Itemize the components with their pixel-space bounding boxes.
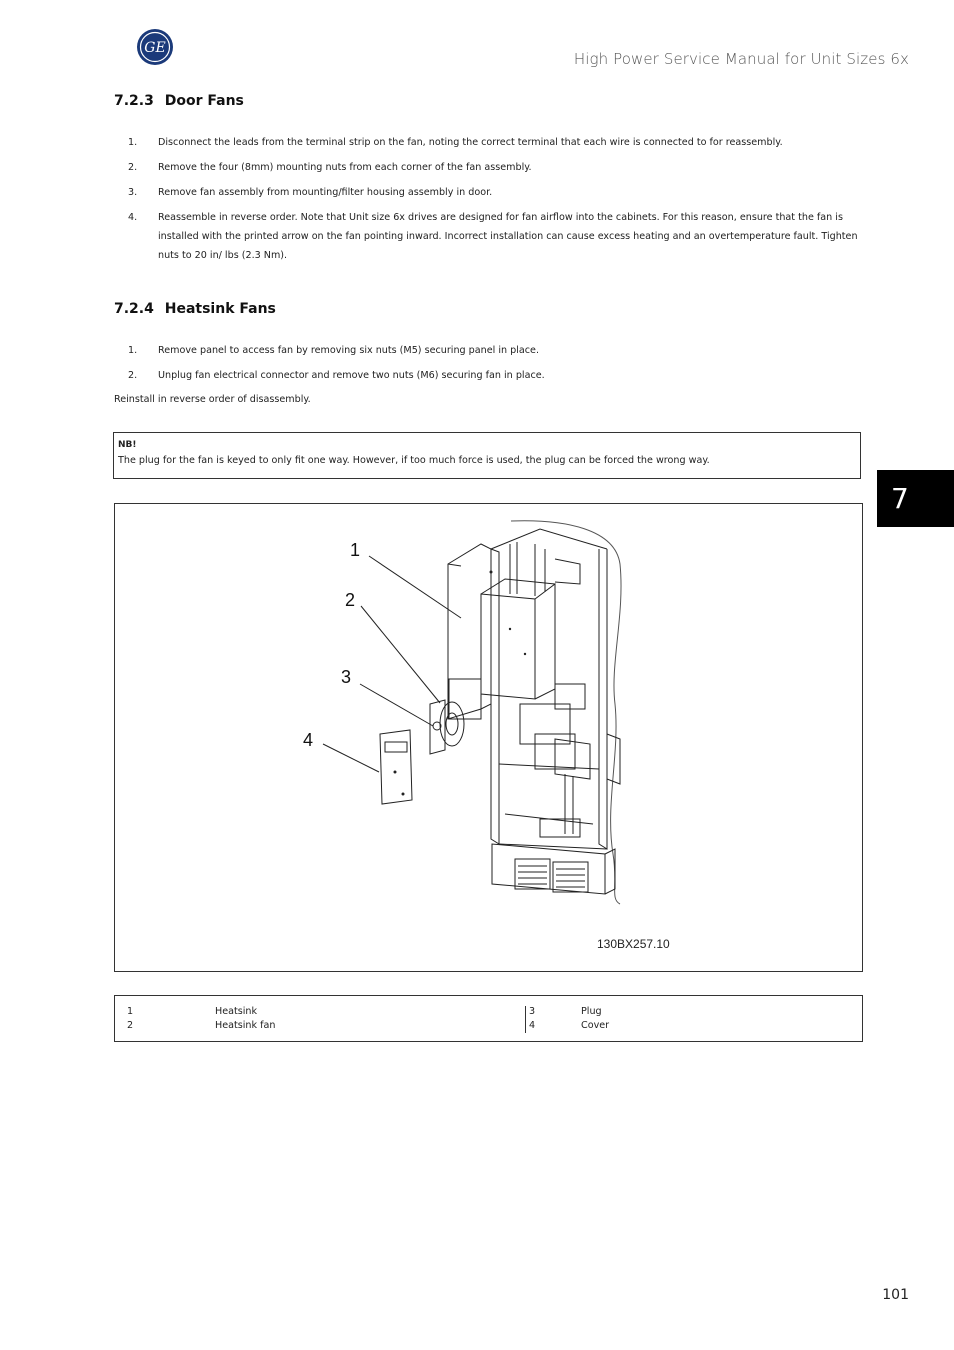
door-fans-steps xyxy=(114,133,866,271)
figure-heatsink-fan xyxy=(114,503,863,972)
legend-label: Heatsink fan xyxy=(215,1020,276,1031)
callout-3: 3 xyxy=(341,667,352,687)
list-item: 1. Disconnect the leads from the terminal strip on the fan, noting the correct terminal that each wire is connected to for reassembly. xyxy=(128,137,783,148)
list-item: 4. Reassemble in reverse order. Note that Unit size 6x drives are designed for fan airflow into the cabinets. For this reason, ensure that the fan is installed with the printed arrow on the fan pointing inward. Incorrect installation can cause excess heating and an overtemperature fault. Tighten nuts to 20 in/ lbs (2.3 Nm). xyxy=(128,212,858,261)
section-number: 7.2.4 xyxy=(114,301,154,317)
heatsink-fans-steps xyxy=(114,341,866,391)
section-heading-door-fans xyxy=(114,93,244,109)
reinstall-text: Reinstall in reverse order of disassembly. xyxy=(114,394,311,405)
note-text: The plug for the fan is keyed to only fit one way. However, if too much force is used, the plug can be forced the wrong way. xyxy=(118,455,710,466)
section-title: Heatsink Fans xyxy=(164,301,276,317)
legend-label: Plug xyxy=(581,1006,602,1017)
list-item: 2. Unplug fan electrical connector and remove two nuts (M6) securing fan in place. xyxy=(128,370,545,381)
legend-divider xyxy=(525,1006,526,1033)
legend-number: 1 xyxy=(127,1006,134,1017)
callout-2: 2 xyxy=(345,590,356,610)
list-item: 2. Remove the four (8mm) mounting nuts from each corner of the fan assembly. xyxy=(128,162,532,173)
section-heading-heatsink-fans xyxy=(114,301,276,317)
legend-number: 3 xyxy=(529,1006,536,1017)
list-item: 3. Remove fan assembly from mounting/filter housing assembly in door. xyxy=(128,187,493,198)
figure-code: 130BX257.10 xyxy=(597,937,670,951)
legend-label: Cover xyxy=(581,1020,610,1031)
svg-text:GE: GE xyxy=(144,40,166,56)
note-box xyxy=(113,432,861,479)
legend-number: 2 xyxy=(127,1020,134,1031)
callout-1: 1 xyxy=(350,540,361,560)
document-title: High Power Service Manual for Unit Sizes 6x xyxy=(573,50,909,68)
chapter-tab: 7 xyxy=(877,470,954,527)
note-label: NB! xyxy=(118,440,137,450)
section-title: Door Fans xyxy=(164,93,244,109)
list-item: 1. Remove panel to access fan by removing six nuts (M5) securing panel in place. xyxy=(128,345,540,356)
section-number: 7.2.3 xyxy=(114,93,154,109)
cabinet-illustration xyxy=(115,504,862,971)
legend-label: Heatsink xyxy=(215,1006,258,1017)
legend-number: 4 xyxy=(529,1020,536,1031)
ge-logo xyxy=(136,28,174,66)
page-number: 101 xyxy=(882,1287,909,1303)
figure-legend xyxy=(114,995,863,1042)
callout-4: 4 xyxy=(303,730,314,750)
